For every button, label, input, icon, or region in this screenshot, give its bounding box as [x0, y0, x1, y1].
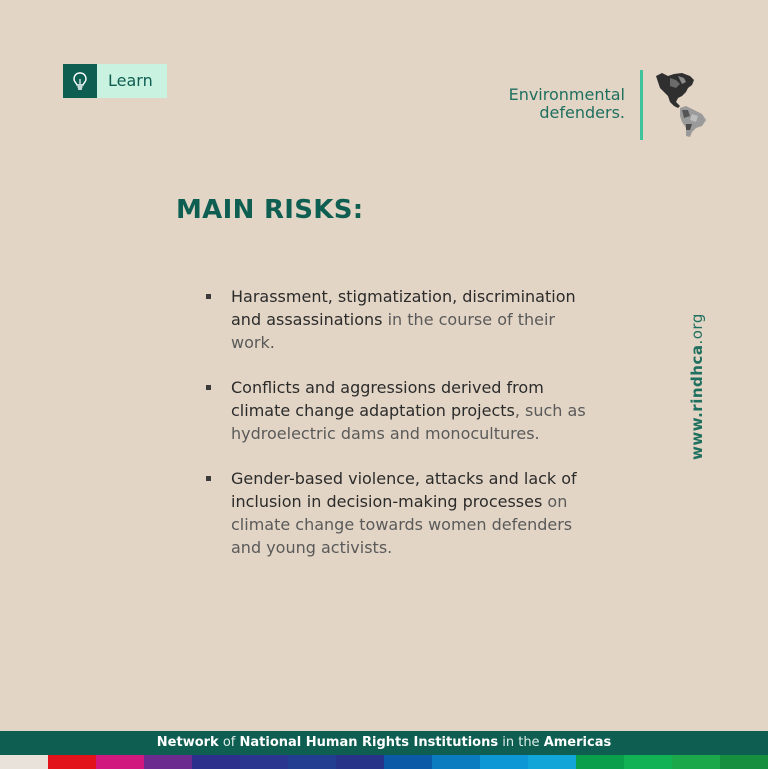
website-url-tld: .org [688, 313, 706, 345]
color-swatch [192, 755, 240, 769]
color-swatch [528, 755, 576, 769]
risk-list [206, 285, 586, 581]
color-swatch [48, 755, 96, 769]
footer-color-strip [0, 755, 768, 769]
risk-emphasis: Conflicts and aggressions derived from climate change adaptation projects [231, 378, 544, 420]
footer-word: in the [502, 735, 540, 750]
list-item [206, 285, 586, 354]
bullet-icon [206, 294, 211, 299]
color-swatch [288, 755, 336, 769]
bullet-icon [206, 385, 211, 390]
header-title [509, 86, 625, 122]
learn-badge[interactable] [63, 64, 167, 98]
color-swatch [432, 755, 480, 769]
color-swatch [336, 755, 384, 769]
color-swatch [480, 755, 528, 769]
risk-emphasis: Harassment, stigmatization, discrimination and assassinations [231, 287, 576, 329]
risk-emphasis: Gender-based violence, attacks and lack of inclusion in decision-making processes [231, 469, 577, 511]
color-swatch [240, 755, 288, 769]
color-swatch [720, 755, 768, 769]
footer-word: National Human Rights Institutions [239, 735, 499, 750]
americas-map-icon [652, 70, 710, 138]
risk-detail: , such as hydroelectric dams and monocultures. [231, 401, 586, 443]
color-swatch [624, 755, 672, 769]
header-title-line1: Environmental [508, 85, 625, 104]
color-swatch [144, 755, 192, 769]
footer-banner [0, 731, 768, 755]
header-title-line2: defenders. [539, 103, 625, 122]
learn-label: Learn [97, 64, 167, 98]
page-title: MAIN RISKS: [176, 195, 364, 225]
color-swatch [576, 755, 624, 769]
color-swatch [0, 755, 48, 769]
footer-word: Americas [543, 735, 612, 750]
footer-word: Network [156, 735, 219, 750]
footer-word: of [222, 735, 236, 750]
list-item [206, 467, 586, 559]
risk-detail: in the course of their work. [231, 310, 555, 352]
website-url-domain: www.rindhca [688, 344, 706, 460]
website-url[interactable] [688, 313, 706, 460]
risk-detail: on climate change towards women defenders and young activists. [231, 492, 573, 557]
color-swatch [672, 755, 720, 769]
header-divider [640, 70, 643, 140]
list-item [206, 376, 586, 445]
color-swatch [96, 755, 144, 769]
bullet-icon [206, 476, 211, 481]
color-swatch [384, 755, 432, 769]
lightbulb-icon [63, 64, 97, 98]
